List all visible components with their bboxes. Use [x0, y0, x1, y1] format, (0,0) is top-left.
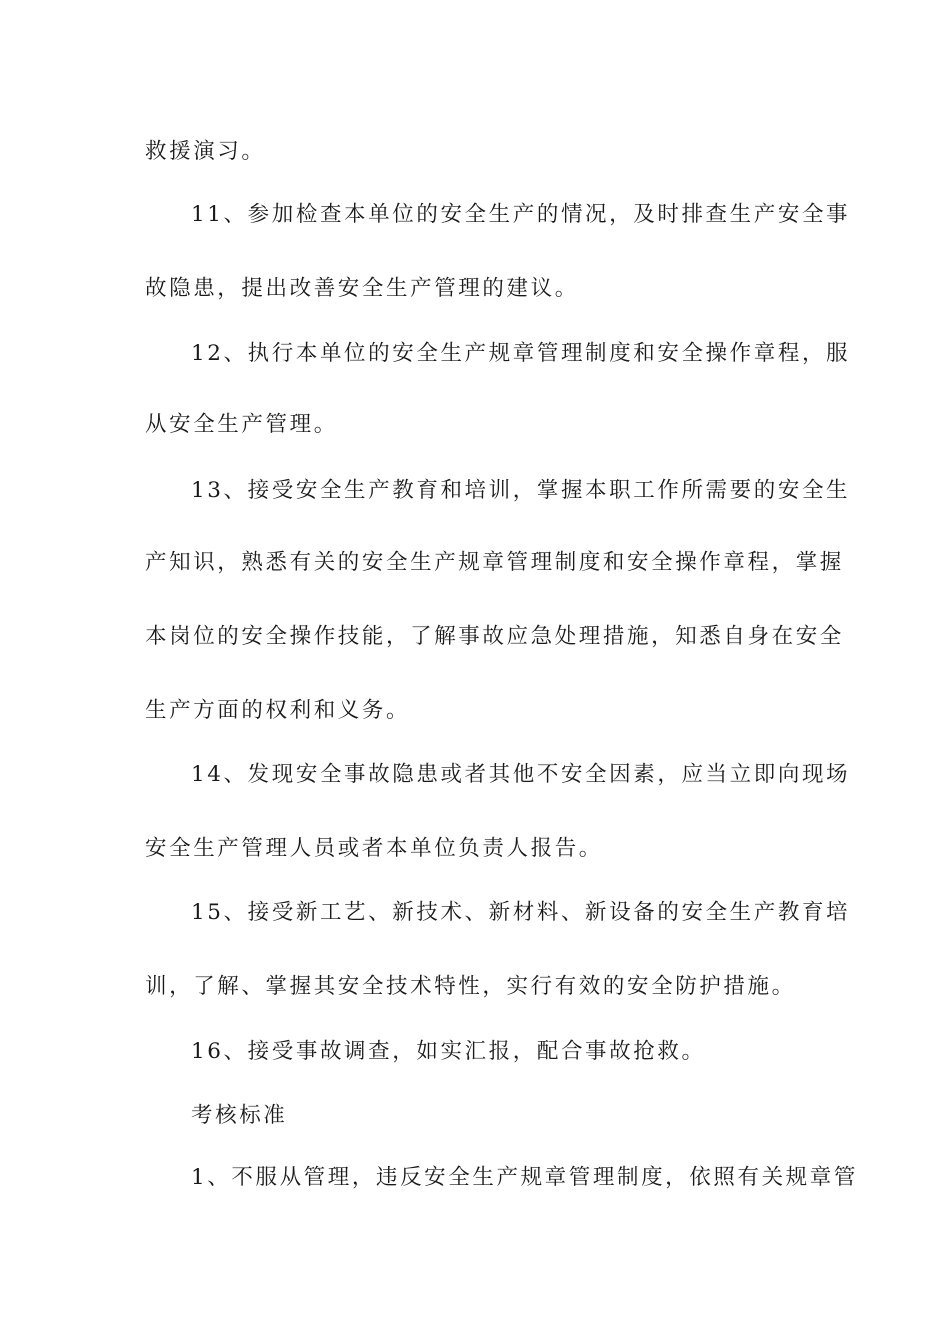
text-line: 14、发现安全事故隐患或者其他不安全因素，应当立即向现场	[191, 762, 851, 787]
text-line: 救援演习。	[145, 139, 266, 164]
text-line: 生产方面的权利和义务。	[145, 698, 411, 723]
text-line: 训，了解、掌握其安全技术特性，实行有效的安全防护措施。	[145, 974, 796, 999]
text-line: 故隐患，提出改善安全生产管理的建议。	[145, 276, 579, 301]
text-line: 从安全生产管理。	[145, 412, 338, 437]
text-line: 12、执行本单位的安全生产规章管理制度和安全操作章程，服	[191, 341, 851, 366]
text-line: 15、接受新工艺、新技术、新材料、新设备的安全生产教育培	[191, 900, 851, 925]
text-line: 1、不服从管理，违反安全生产规章管理制度，依照有关规章管	[191, 1165, 858, 1190]
text-line: 13、接受安全生产教育和培训，掌握本职工作所需要的安全生	[191, 478, 851, 503]
text-line: 安全生产管理人员或者本单位负责人报告。	[145, 836, 603, 861]
text-line: 产知识，熟悉有关的安全生产规章管理制度和安全操作章程，掌握	[145, 550, 844, 575]
section-heading: 考核标准	[191, 1103, 288, 1128]
text-line: 11、参加检查本单位的安全生产的情况，及时排查生产安全事	[191, 202, 851, 227]
text-line: 16、接受事故调查，如实汇报，配合事故抢救。	[191, 1039, 706, 1064]
text-line: 本岗位的安全操作技能，了解事故应急处理措施，知悉自身在安全	[145, 624, 844, 649]
